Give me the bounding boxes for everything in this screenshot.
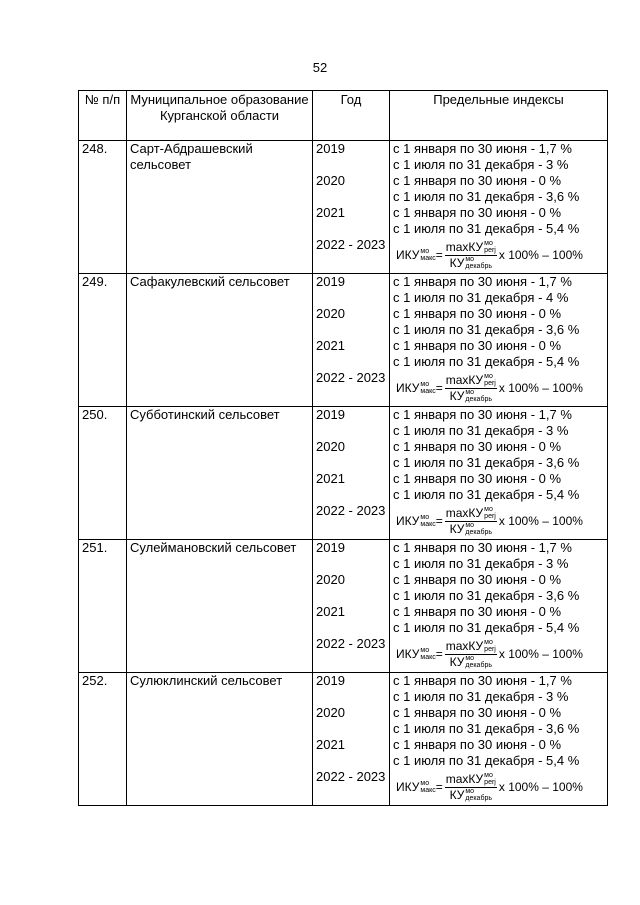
table-header-row <box>79 91 608 141</box>
row-number: 252. <box>79 673 127 806</box>
index-line: с 1 июля по 31 декабря - 3,6 % <box>393 189 580 204</box>
formula-num-text: maxКУ <box>445 638 484 653</box>
formula-num-sup: мо <box>484 639 493 647</box>
row-number: 250. <box>79 407 127 540</box>
index-line: с 1 января по 30 июня - 0 % <box>393 604 562 619</box>
index-line: с 1 января по 30 июня - 0 % <box>393 306 562 321</box>
formula-denominator <box>450 389 492 404</box>
formula-numerator <box>445 506 497 522</box>
formula-num-sup: мо <box>484 506 493 514</box>
table-row <box>79 540 608 673</box>
indices-cell <box>390 141 608 274</box>
row-number: 251. <box>79 540 127 673</box>
formula-eq: = <box>435 780 443 794</box>
formula-fraction <box>445 373 497 404</box>
index-formula <box>396 769 604 805</box>
indices-cell <box>390 407 608 540</box>
index-line: с 1 июля по 31 декабря - 3,6 % <box>393 588 580 603</box>
formula-eq: = <box>435 514 443 528</box>
formula-num-indices <box>484 506 496 520</box>
formula-lhs: ИКУ <box>396 381 420 395</box>
formula-numerator <box>445 772 497 788</box>
formula-den-sub: декабрь <box>465 263 492 271</box>
formula-lhs-sub: макс <box>420 388 436 395</box>
formula-den-sup: мо <box>465 256 475 264</box>
table-row <box>79 274 608 407</box>
index-line: с 1 января по 30 июня - 1,7 % <box>393 274 572 289</box>
year-label: 2022 - 2023 <box>316 636 386 651</box>
formula-lhs-indices <box>420 381 435 395</box>
index-formula <box>396 370 604 406</box>
formula-num-text: maxКУ <box>445 239 484 254</box>
formula-denominator <box>450 655 492 670</box>
formula-den-sup: мо <box>465 389 475 397</box>
formula-num-indices <box>484 240 496 254</box>
formula-num-indices <box>484 772 496 786</box>
row-number: 248. <box>79 141 127 274</box>
formula-num-sub: perj <box>484 646 496 654</box>
index-line: с 1 июля по 31 декабря - 5,4 % <box>393 354 580 369</box>
index-line: с 1 января по 30 июня - 0 % <box>393 173 562 188</box>
index-line: с 1 июля по 31 декабря - 3 % <box>393 689 569 704</box>
formula-num-sub: perj <box>484 247 496 255</box>
formula-lhs-sub: макс <box>420 255 436 262</box>
year-cell <box>313 540 390 673</box>
formula-denominator <box>450 522 492 537</box>
formula-den-sup: мо <box>465 655 475 663</box>
formula-den-text: КУ <box>449 255 465 270</box>
municipality-name: Субботинский сельсовет <box>127 407 313 540</box>
year-label: 2019 <box>316 141 345 156</box>
formula-den-indices <box>465 256 492 270</box>
index-line: с 1 января по 30 июня - 1,7 % <box>393 407 572 422</box>
formula-den-sub: декабрь <box>465 396 492 404</box>
row-number: 249. <box>79 274 127 407</box>
formula-num-sub: perj <box>484 513 496 521</box>
formula-lhs-indices <box>420 647 435 661</box>
index-line: с 1 июля по 31 декабря - 5,4 % <box>393 753 580 768</box>
indices-table <box>78 90 608 806</box>
formula-den-text: КУ <box>449 787 465 802</box>
index-line: с 1 июля по 31 декабря - 4 % <box>393 290 569 305</box>
formula-lhs-sup: мо <box>420 248 430 255</box>
index-line: с 1 июля по 31 декабря - 5,4 % <box>393 620 580 635</box>
index-line: с 1 января по 30 июня - 0 % <box>393 705 562 720</box>
table-row <box>79 673 608 806</box>
municipality-name: Сулеймановский сельсовет <box>127 540 313 673</box>
index-line: с 1 января по 30 июня - 1,7 % <box>393 673 572 688</box>
formula-eq: = <box>435 647 443 661</box>
formula-den-indices <box>465 788 492 802</box>
year-label: 2022 - 2023 <box>316 503 386 518</box>
index-line: с 1 января по 30 июня - 0 % <box>393 205 562 220</box>
formula-numerator <box>445 373 497 389</box>
formula-fraction <box>445 506 497 537</box>
index-line: с 1 января по 30 июня - 1,7 % <box>393 540 572 555</box>
formula-lhs-sub: макс <box>420 654 436 661</box>
formula-den-text: КУ <box>449 654 465 669</box>
formula-num-text: maxКУ <box>445 505 484 520</box>
formula-lhs-sup: мо <box>420 780 430 787</box>
year-label: 2022 - 2023 <box>316 237 386 252</box>
formula-num-indices <box>484 639 496 653</box>
formula-fraction <box>445 772 497 803</box>
indices-cell <box>390 540 608 673</box>
year-label: 2021 <box>316 338 345 353</box>
page-number: 52 <box>312 60 328 75</box>
formula-lhs-sup: мо <box>420 381 430 388</box>
index-line: с 1 января по 30 июня - 0 % <box>393 338 562 353</box>
index-formula <box>396 636 604 672</box>
formula-tail: x 100% – 100% <box>498 514 583 528</box>
index-line: с 1 января по 30 июня - 0 % <box>393 439 562 454</box>
formula-num-text: maxКУ <box>445 771 484 786</box>
index-line: с 1 июля по 31 декабря - 3,6 % <box>393 721 580 736</box>
year-label: 2019 <box>316 407 345 422</box>
year-label: 2021 <box>316 205 345 220</box>
year-label: 2019 <box>316 540 345 555</box>
formula-num-sup: мо <box>484 772 493 780</box>
year-cell <box>313 141 390 274</box>
year-label: 2020 <box>316 306 345 321</box>
index-line: с 1 июля по 31 декабря - 5,4 % <box>393 221 580 236</box>
index-line: с 1 января по 30 июня - 0 % <box>393 737 562 752</box>
formula-den-text: КУ <box>449 388 465 403</box>
header-year: Год <box>313 91 390 141</box>
formula-den-sub: декабрь <box>465 529 492 537</box>
municipality-name: Сулюклинский сельсовет <box>127 673 313 806</box>
municipality-name: Сарт-Абдрашевский сельсовет <box>127 141 313 274</box>
formula-tail: x 100% – 100% <box>498 780 583 794</box>
formula-lhs-sub: макс <box>420 787 436 794</box>
year-label: 2020 <box>316 439 345 454</box>
formula-lhs: ИКУ <box>396 514 420 528</box>
formula-tail: x 100% – 100% <box>498 647 583 661</box>
year-label: 2022 - 2023 <box>316 769 386 784</box>
formula-lhs-sub: макс <box>420 521 436 528</box>
year-label: 2020 <box>316 572 345 587</box>
index-line: с 1 июля по 31 декабря - 3,6 % <box>393 322 580 337</box>
formula-lhs: ИКУ <box>396 780 420 794</box>
year-label: 2019 <box>316 274 345 289</box>
formula-lhs: ИКУ <box>396 647 420 661</box>
formula-eq: = <box>435 381 443 395</box>
formula-den-sup: мо <box>465 788 475 796</box>
formula-denominator <box>450 256 492 271</box>
formula-lhs-indices <box>420 248 435 262</box>
header-municipality: Муниципальное образование Курганской области <box>127 91 313 141</box>
year-label: 2020 <box>316 173 345 188</box>
formula-num-sup: мо <box>484 240 493 248</box>
year-label: 2021 <box>316 471 345 486</box>
formula-den-indices <box>465 389 492 403</box>
indices-cell <box>390 673 608 806</box>
municipality-name: Сафакулевский сельсовет <box>127 274 313 407</box>
formula-eq: = <box>435 248 443 262</box>
index-line: с 1 июля по 31 декабря - 3 % <box>393 423 569 438</box>
formula-den-sub: декабрь <box>465 662 492 670</box>
formula-num-sub: perj <box>484 779 496 787</box>
formula-denominator <box>450 788 492 803</box>
table-row <box>79 407 608 540</box>
year-label: 2021 <box>316 737 345 752</box>
formula-numerator <box>445 639 497 655</box>
formula-fraction <box>445 639 497 670</box>
index-line: с 1 января по 30 июня - 0 % <box>393 572 562 587</box>
year-cell <box>313 407 390 540</box>
indices-cell <box>390 274 608 407</box>
year-label: 2021 <box>316 604 345 619</box>
formula-num-text: maxКУ <box>445 372 484 387</box>
index-line: с 1 января по 30 июня - 0 % <box>393 471 562 486</box>
index-formula <box>396 237 604 273</box>
formula-lhs-indices <box>420 514 435 528</box>
index-line: с 1 июля по 31 декабря - 3 % <box>393 556 569 571</box>
index-line: с 1 января по 30 июня - 1,7 % <box>393 141 572 156</box>
formula-num-indices <box>484 373 496 387</box>
index-line: с 1 июля по 31 декабря - 3,6 % <box>393 455 580 470</box>
formula-fraction <box>445 240 497 271</box>
header-indices: Предельные индексы <box>390 91 608 141</box>
formula-num-sub: perj <box>484 380 496 388</box>
header-number: № п/п <box>79 91 127 141</box>
year-label: 2019 <box>316 673 345 688</box>
year-cell <box>313 673 390 806</box>
formula-den-indices <box>465 522 492 536</box>
formula-lhs-sup: мо <box>420 647 430 654</box>
year-label: 2022 - 2023 <box>316 370 386 385</box>
formula-numerator <box>445 240 497 256</box>
index-line: с 1 июля по 31 декабря - 3 % <box>393 157 569 172</box>
formula-tail: x 100% – 100% <box>498 381 583 395</box>
formula-den-sup: мо <box>465 522 475 530</box>
index-line: с 1 июля по 31 декабря - 5,4 % <box>393 487 580 502</box>
formula-den-indices <box>465 655 492 669</box>
formula-num-sup: мо <box>484 373 493 381</box>
formula-lhs-indices <box>420 780 435 794</box>
year-cell <box>313 274 390 407</box>
table-row <box>79 141 608 274</box>
formula-den-text: КУ <box>449 521 465 536</box>
index-formula <box>396 503 604 539</box>
formula-tail: x 100% – 100% <box>498 248 583 262</box>
formula-den-sub: декабрь <box>465 795 492 803</box>
formula-lhs-sup: мо <box>420 514 430 521</box>
year-label: 2020 <box>316 705 345 720</box>
formula-lhs: ИКУ <box>396 248 420 262</box>
